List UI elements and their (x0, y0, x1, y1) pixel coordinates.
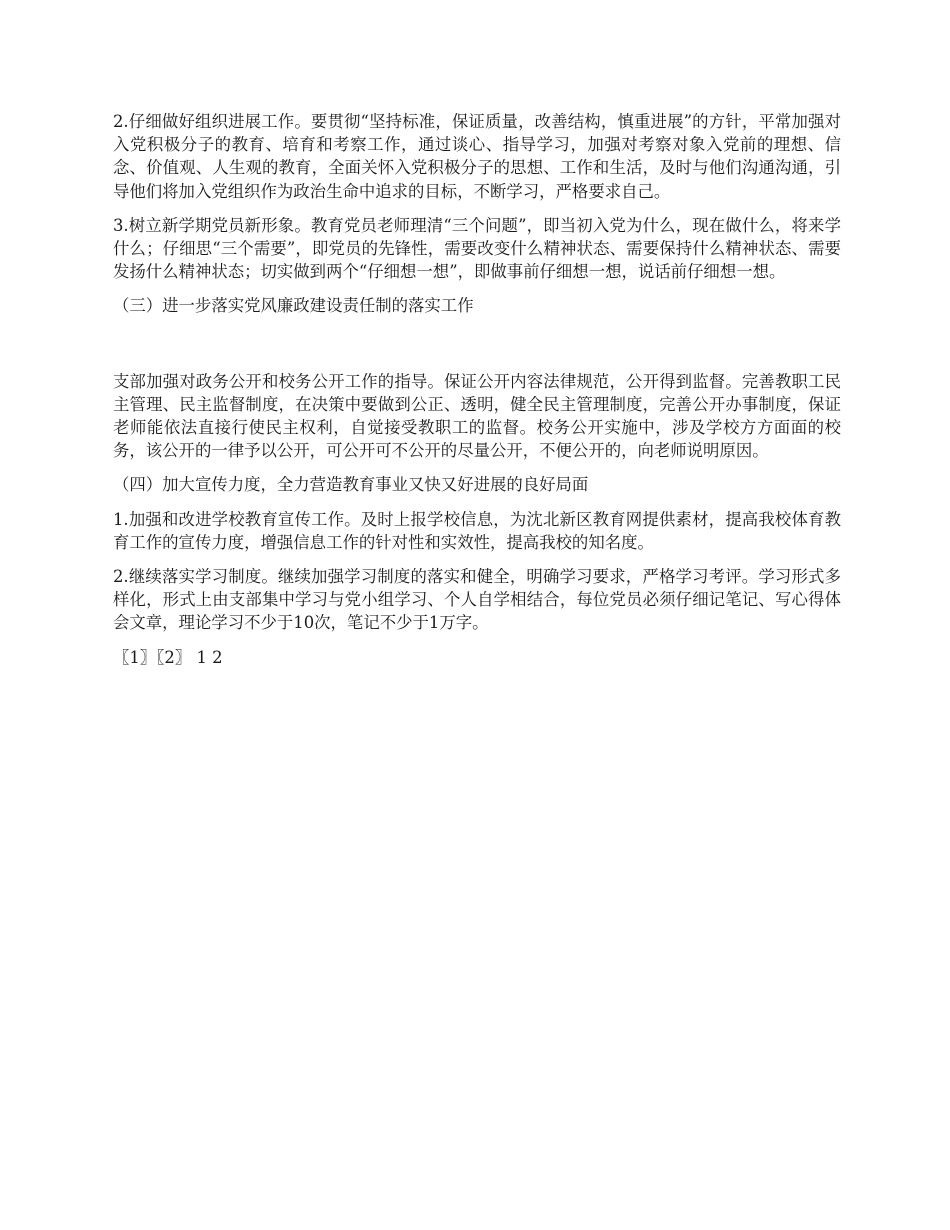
paragraph-publicity: 1.加强和改进学校教育宣传工作。及时上报学校信息，为沈北新区教育网提供素材，提高我校体育教育工作的宣传力度，增强信息工作的针对性和实效性，提高我校的知名度。 (113, 509, 841, 552)
pagination-page-2[interactable]: 2 (212, 647, 223, 667)
section-heading-four: （四）加大宣传力度，全力营造教育事业又快又好进展的良好局面 (113, 475, 589, 495)
paragraph-study-system: 2.继续落实学习制度。继续加强学习制度的落实和健全，明确学习要求，严格学习考评。学习形式多样化，形式上由支部集中学习与党小组学习、个人自学相结合，每位党员必须仔细记笔记、写心得体会文章，理论学习不少于10次，笔记不少于1万字。 (113, 567, 841, 633)
document-body (113, 110, 841, 669)
section-heading-three: （三）进一步落实党风廉政建设责任制的落实工作 (113, 296, 474, 316)
pagination (113, 646, 841, 669)
blank-space (113, 329, 841, 370)
paragraph-new-image: 3.树立新学期党员新形象。教育党员老师理清“三个问题”，即当初入党为什么，现在做什么，将来学什么；仔细思“三个需要”，即党员的先锋性，需要改变什么精神状态、需要保持什么精神状态、需要发扬什么精神状态；切实做到两个“仔细想一想”，即做事前仔细想一想，说话前仔细想一想。 (113, 215, 841, 282)
pagination-link-1[interactable]: 〖1〗 (113, 647, 157, 667)
paragraph-organization-development: 2.仔细做好组织进展工作。要贯彻“坚持标准，保证质量，改善结构，慎重进展”的方针，平常加强对入党积极分子的教育、培育和考察工作，通过谈心、指导学习，加强对考察对象入党前的理想、信念、价值观、人生观的教育，全面关怀入党积极分子的思想、工作和生活，及时与他们沟通沟通，引导他们将加入党组织作为政治生命中追求的目标，不断学习，严格要求自己。 (113, 112, 841, 201)
pagination-link-2[interactable]: 〖2〗 (156, 647, 192, 667)
pagination-page-1[interactable]: 1 (196, 647, 207, 667)
paragraph-open-affairs: 支部加强对政务公开和校务公开工作的指导。保证公开内容法律规范，公开得到监督。完善教职工民主管理、民主监督制度，在决策中要做到公正、透明，健全民主管理制度，完善公开办事制度，保证老师能依法直接行使民主权利，自觉接受教职工的监督。校务公开实施中，涉及学校方方面面的校务，该公开的一律予以公开，可公开可不公开的尽量公开，不便公开的，向老师说明原因。 (113, 371, 841, 461)
